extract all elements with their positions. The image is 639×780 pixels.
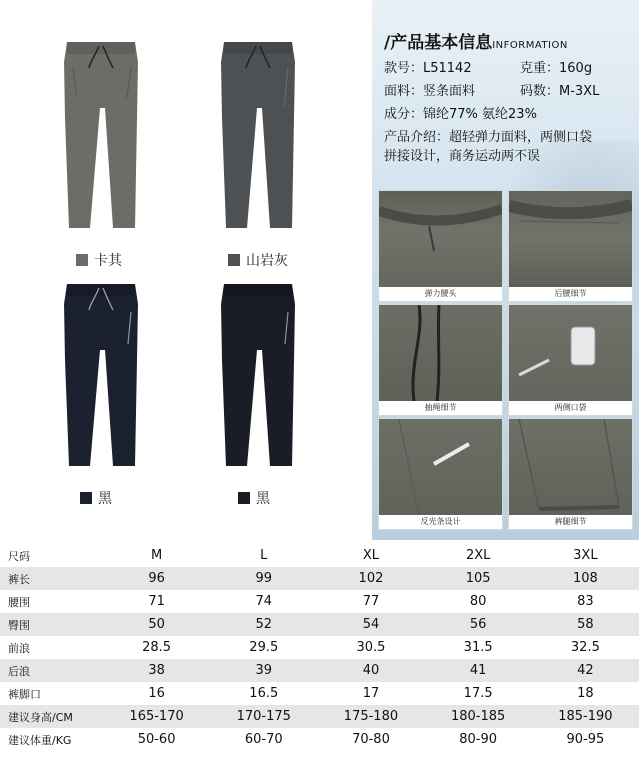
color-swatch [76, 254, 88, 266]
table-cell: 40 [317, 659, 424, 682]
drawstring-illustration [379, 305, 502, 401]
swatch-black-1 [80, 488, 112, 508]
table-cell: 77 [317, 590, 424, 613]
table-cell: 41 [425, 659, 532, 682]
spec-intro-2: 拼接设计，商务运动两不误 [384, 149, 541, 164]
table-cell: 96 [103, 567, 210, 590]
table-cell: 80 [425, 590, 532, 613]
detail-tile [378, 418, 503, 530]
table-cell: 54 [317, 613, 424, 636]
row-label-cell: 前浪 [0, 636, 103, 659]
table-cell: 80-90 [425, 728, 532, 751]
spec-composition: 成分：锦纶77% 氨纶23% [384, 107, 537, 122]
table-row [0, 728, 639, 751]
spec-fabric: 面料：竖条面料 [384, 84, 476, 99]
table-cell: 18 [532, 682, 639, 705]
back-waist-illustration [509, 191, 632, 287]
table-cell: 50-60 [103, 728, 210, 751]
spec-weight: 克重：160g [520, 61, 593, 76]
table-cell: 42 [532, 659, 639, 682]
table-cell: 16.5 [210, 682, 317, 705]
table-row [0, 590, 639, 613]
row-label-cell: 尺码 [0, 544, 103, 567]
table-cell: 52 [210, 613, 317, 636]
table-cell: 30.5 [317, 636, 424, 659]
table-cell: 71 [103, 590, 210, 613]
color-swatch [238, 492, 250, 504]
table-cell: 58 [532, 613, 639, 636]
detail-tile [378, 304, 503, 416]
table-cell: 39 [210, 659, 317, 682]
reflective-strip-illustration [379, 419, 502, 515]
table-cell: 50 [103, 613, 210, 636]
info-title-en: INFORMATION [492, 40, 568, 51]
table-cell: L [210, 544, 317, 567]
table-cell: 32.5 [532, 636, 639, 659]
color-label: 黑 [256, 491, 270, 507]
detail-caption: 反光条设计 [379, 515, 502, 529]
row-label-cell: 后浪 [0, 659, 103, 682]
table-cell: XL [317, 544, 424, 567]
row-label-cell: 腰围 [0, 590, 103, 613]
info-title-cn: /产品基本信息 [384, 33, 493, 53]
table-cell: 105 [425, 567, 532, 590]
table-cell: 83 [532, 590, 639, 613]
waistband-illustration [379, 191, 502, 287]
row-label-cell: 臀围 [0, 613, 103, 636]
row-label-cell: 裤脚口 [0, 682, 103, 705]
detail-caption: 后腰细节 [509, 287, 632, 301]
table-cell: 17.5 [425, 682, 532, 705]
table-header-row [0, 544, 639, 567]
info-title [384, 28, 568, 53]
detail-tile [508, 418, 633, 530]
table-cell: 3XL [532, 544, 639, 567]
size-chart-body [0, 544, 639, 751]
detail-photo [509, 191, 632, 287]
table-cell: 29.5 [210, 636, 317, 659]
detail-caption: 弹力腰头 [379, 287, 502, 301]
pant-image-black-2 [212, 280, 307, 475]
table-row [0, 613, 639, 636]
color-label: 卡其 [94, 253, 122, 269]
pant-image-khaki [55, 38, 150, 238]
color-label: 黑 [98, 491, 112, 507]
detail-tile [378, 190, 503, 302]
table-cell: 60-70 [210, 728, 317, 751]
table-cell: 102 [317, 567, 424, 590]
table-cell: 180-185 [425, 705, 532, 728]
spec-item-no: 款号：L51142 [384, 61, 472, 76]
detail-caption: 抽绳细节 [379, 401, 502, 415]
table-cell: 165-170 [103, 705, 210, 728]
table-row [0, 705, 639, 728]
detail-tile [508, 304, 633, 416]
pant-image-grey [212, 38, 307, 238]
detail-photo [379, 305, 502, 401]
table-cell: 2XL [425, 544, 532, 567]
table-cell: 17 [317, 682, 424, 705]
table-row [0, 567, 639, 590]
product-info-panel [372, 0, 639, 540]
spec-intro-1: 产品介绍：超轻弹力面料，两侧口袋 [384, 130, 593, 145]
detail-photo [509, 419, 632, 515]
table-cell: 31.5 [425, 636, 532, 659]
row-label-cell: 裤长 [0, 567, 103, 590]
detail-caption: 裤腿细节 [509, 515, 632, 529]
table-cell: 175-180 [317, 705, 424, 728]
table-cell: 90-95 [532, 728, 639, 751]
table-cell: 170-175 [210, 705, 317, 728]
row-label-cell: 建议体重/KG [0, 728, 103, 751]
table-cell: 38 [103, 659, 210, 682]
table-cell: 56 [425, 613, 532, 636]
table-row [0, 659, 639, 682]
product-color-grid [0, 0, 372, 540]
leg-cuff-illustration [509, 419, 632, 515]
table-cell: 70-80 [317, 728, 424, 751]
spec-sizes: 码数：M-3XL [520, 84, 600, 99]
detail-caption: 两侧口袋 [509, 401, 632, 415]
table-cell: 74 [210, 590, 317, 613]
table-cell: 28.5 [103, 636, 210, 659]
table-cell: 108 [532, 567, 639, 590]
size-chart-table [0, 544, 639, 751]
swatch-black-2 [238, 488, 270, 508]
pant-image-black-1 [55, 280, 150, 475]
row-label-cell: 建议身高/CM [0, 705, 103, 728]
table-cell: 185-190 [532, 705, 639, 728]
table-cell: 99 [210, 567, 317, 590]
detail-photo [509, 305, 632, 401]
swatch-khaki [76, 250, 122, 270]
swatch-grey [228, 250, 288, 270]
table-cell: 16 [103, 682, 210, 705]
detail-tile [508, 190, 633, 302]
detail-photo [379, 419, 502, 515]
table-row [0, 636, 639, 659]
table-cell: M [103, 544, 210, 567]
color-swatch [228, 254, 240, 266]
side-pocket-illustration [509, 305, 632, 401]
color-label: 山岩灰 [246, 253, 288, 269]
table-row [0, 682, 639, 705]
color-swatch [80, 492, 92, 504]
detail-photo [379, 191, 502, 287]
